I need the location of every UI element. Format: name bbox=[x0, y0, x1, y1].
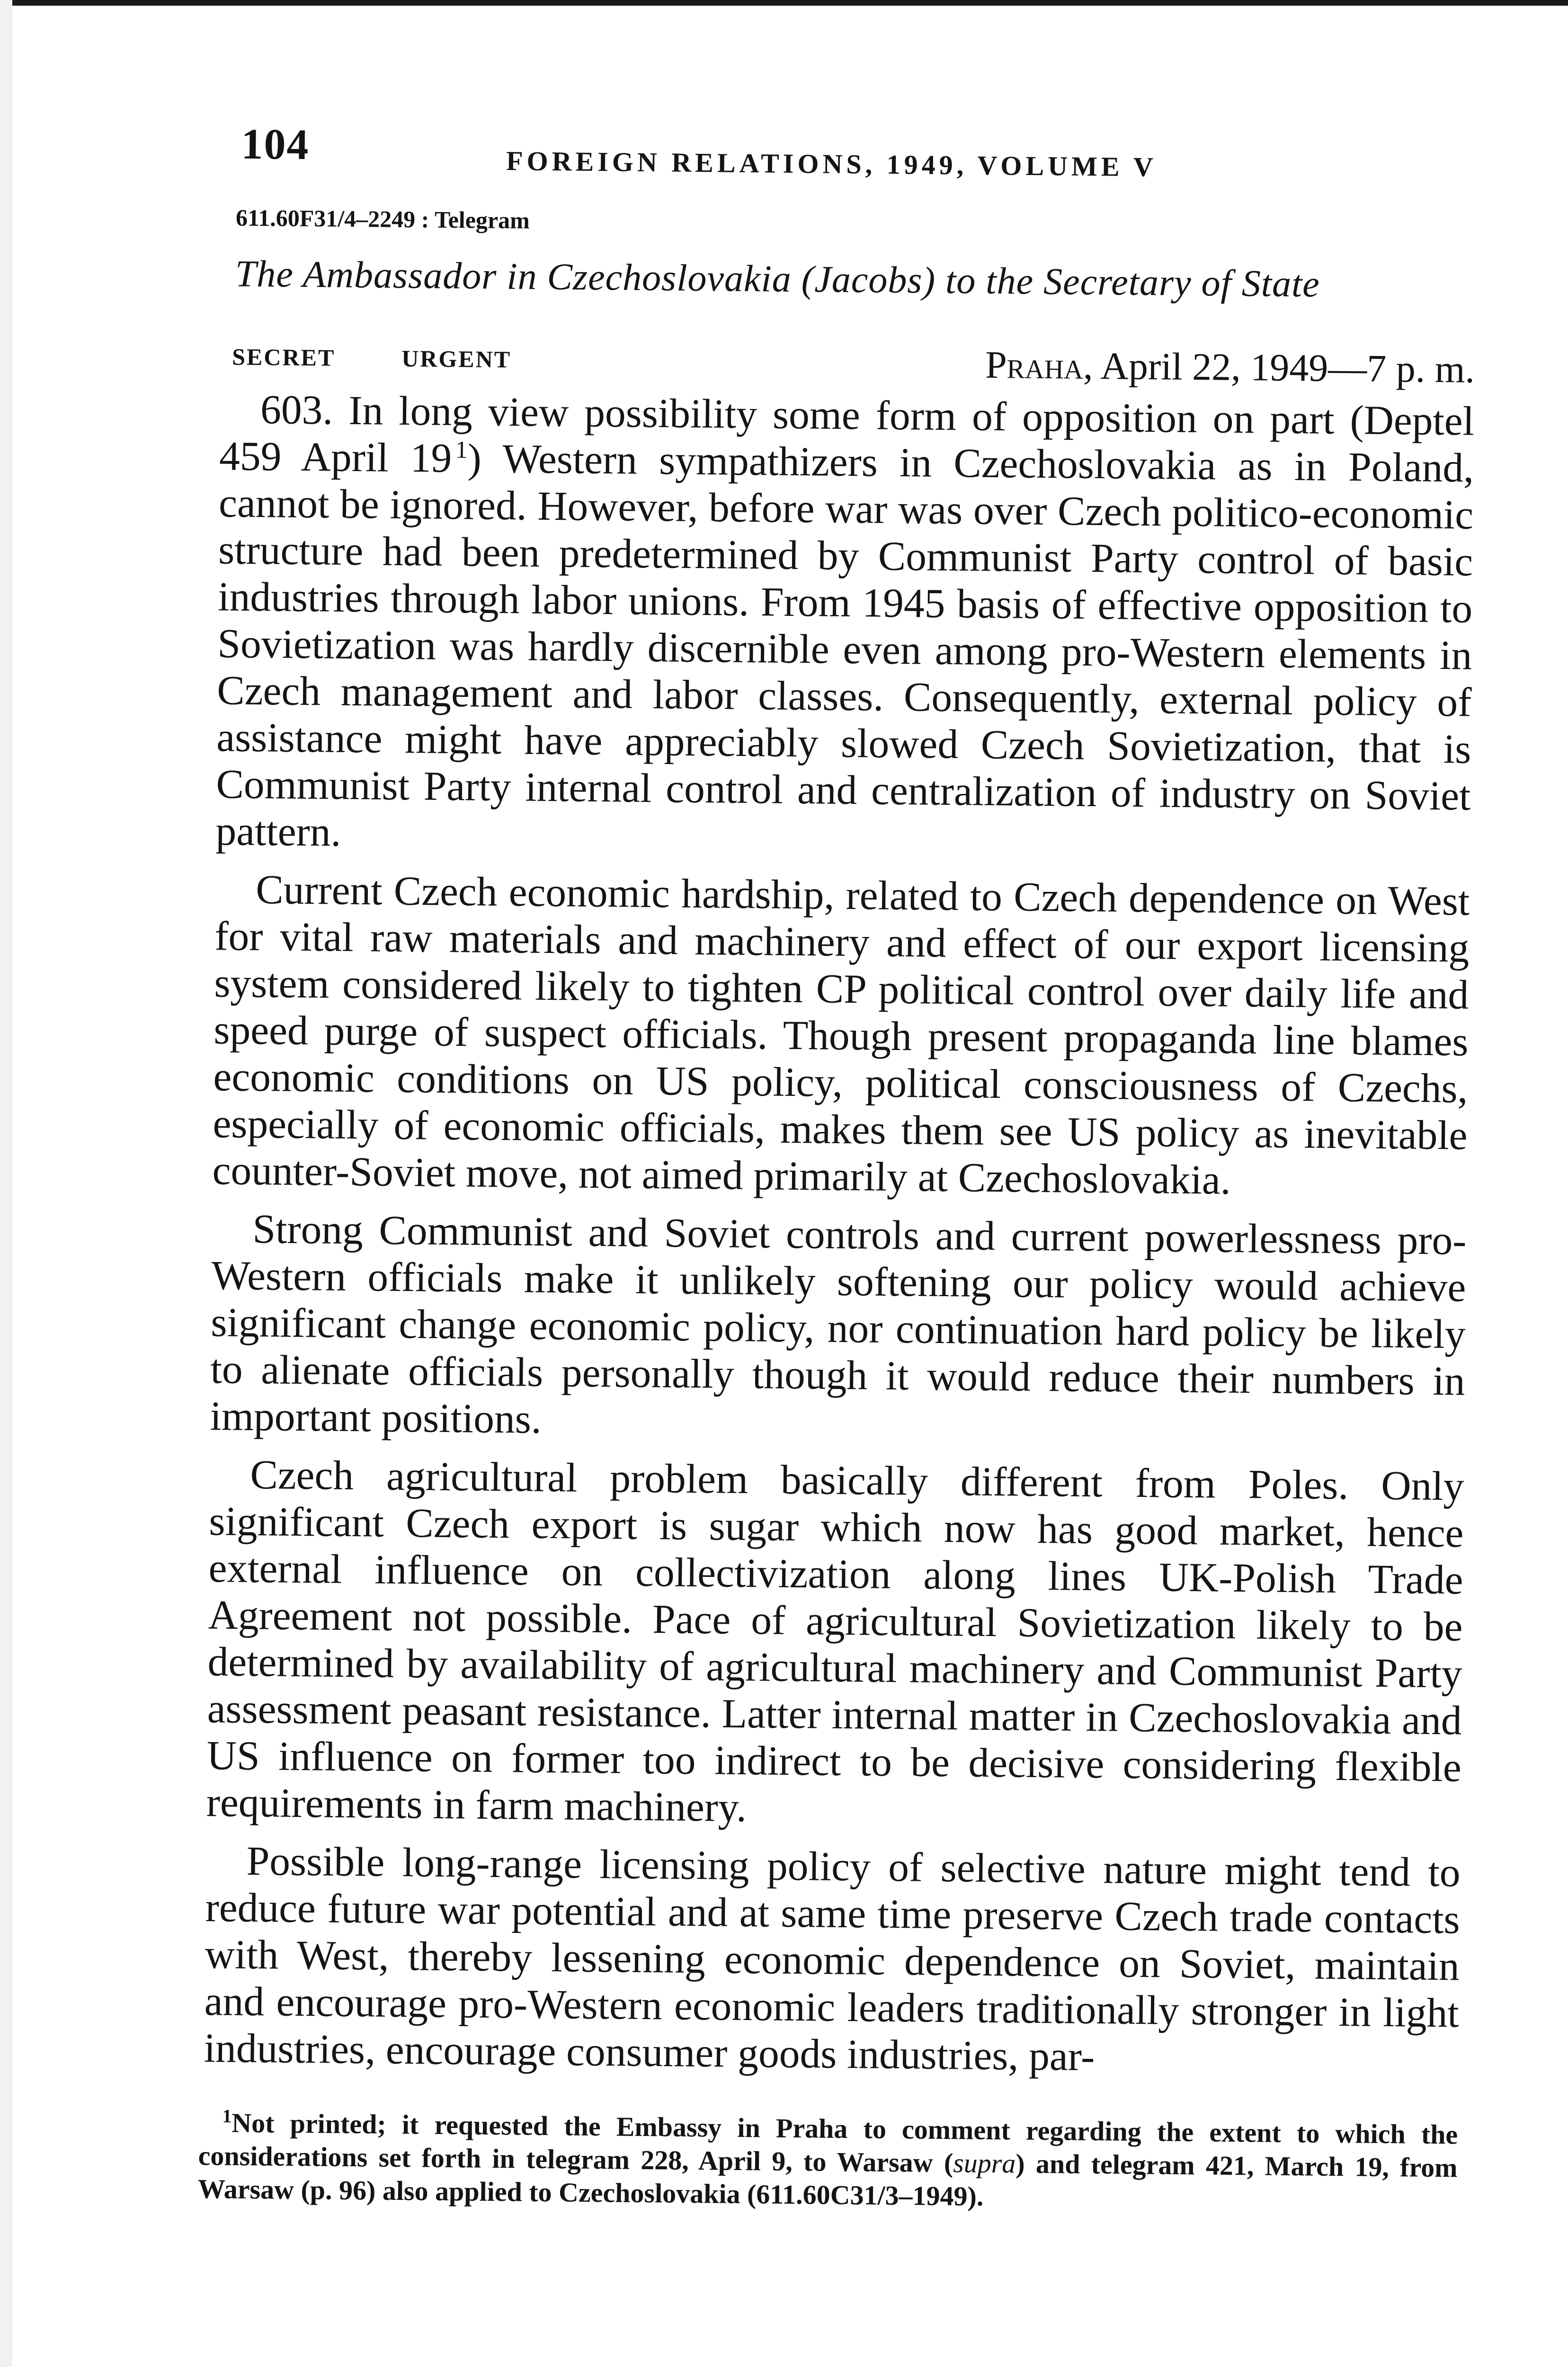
dateline-place: Praha, bbox=[985, 343, 1094, 387]
document-page bbox=[188, 118, 1487, 2218]
paragraph-1-end: ) Western sympathizers in Czechoslovakia as in Poland, cannot be ignored. However, before war was over Czech politico-economic structure had been predetermined by Communist Party control of basic industries through labor unions. From 1945 basis of effective opposition to Sovietization was hardly discernible even among pro-Western elements in Czech management and labor classes. Consequently, external policy of assistance might have appreciably slowed Czech Sovietization, that is Communist Party internal control and centralization of industry on Soviet pattern. bbox=[215, 435, 1474, 855]
scan-margin bbox=[0, 0, 12, 2367]
paragraph-5: Possible long-range licensing policy of selective nature might tend to reduce future war potential and at same time preserve Czech trade contacts with West, thereby lessening economic dependence on Soviet, maintain and encourage pro-Western economic leaders traditionally stronger in light industries, encourage consumer goods industries, par- bbox=[204, 1837, 1461, 2080]
footnote-text-b: ) and telegram 421, March 19, from Warsaw (p. 96) also applied to Czechoslovakia (611.60C31/3–1949). bbox=[197, 2148, 1458, 2212]
dateline bbox=[985, 343, 1475, 392]
page-number: 104 bbox=[241, 119, 310, 169]
paragraph-4: Czech agricultural problem basically different from Poles. Only significant Czech export is sugar which now has good market, hence external influence on collectivization along lines UK-Polish Trade Agreement not possible. Pace of agricultural Sovietization likely to be determined by availability of agricultural machinery and Communist Party assessment peasant resistance. Latter internal matter in Czechoslovakia and US influence on former too indirect to be decisive considering flexible requirements in farm machinery. bbox=[206, 1451, 1464, 1831]
paragraph-3: Strong Communist and Soviet controls and current powerlessness pro-Western officials make it unlikely softening our policy would achieve significant change economic policy, nor continuation hard policy be likely to alienate officials personally though it would reduce their numbers in important positions. bbox=[210, 1206, 1467, 1442]
classification-secret: SECRET bbox=[232, 343, 336, 371]
dateline-date: April 22, 1949—7 p. m. bbox=[1100, 344, 1475, 391]
footnote bbox=[198, 2106, 1458, 2218]
footnote-text-a: Not printed; it requested the Embassy in Praha to comment regarding the extent to which the considerations set forth in telegram 228, April 9, to Warsaw ( bbox=[198, 2107, 1458, 2179]
classification-urgent: URGENT bbox=[401, 345, 512, 373]
classification bbox=[232, 343, 512, 374]
footnote-supra: supra bbox=[953, 2147, 1016, 2179]
footnote-marker: 1 bbox=[222, 2105, 232, 2127]
telegram-body bbox=[204, 385, 1474, 2083]
paragraph-2: Current Czech economic hardship, related to Czech dependence on West for vital raw materials and machinery and effect of our export licensing system considered likely to tighten CP political control over daily life and speed purge of suspect officials. Though present propaganda line blames economic conditions on US policy, political consciousness of Czechs, especially of economic officials, makes them see US policy as inevitable counter-Soviet move, not aimed primarily at Czechoslovakia. bbox=[212, 866, 1470, 1203]
paragraph-1 bbox=[215, 385, 1474, 866]
paragraph-1-start: 603. In long view possibility some form of opposition on part (Deptel 459 April 19 bbox=[219, 386, 1475, 481]
scan-edge bbox=[0, 0, 1568, 6]
running-head: FOREIGN RELATIONS, 1949, VOLUME V bbox=[506, 145, 1158, 183]
footnote-reference: 1 bbox=[455, 436, 468, 464]
page-header bbox=[208, 118, 1487, 202]
file-reference: 611.60F31/4–2249 : Telegram bbox=[235, 204, 530, 234]
document-title: The Ambassador in Czechoslovakia (Jacobs) to the Secretary of State bbox=[235, 253, 1320, 305]
